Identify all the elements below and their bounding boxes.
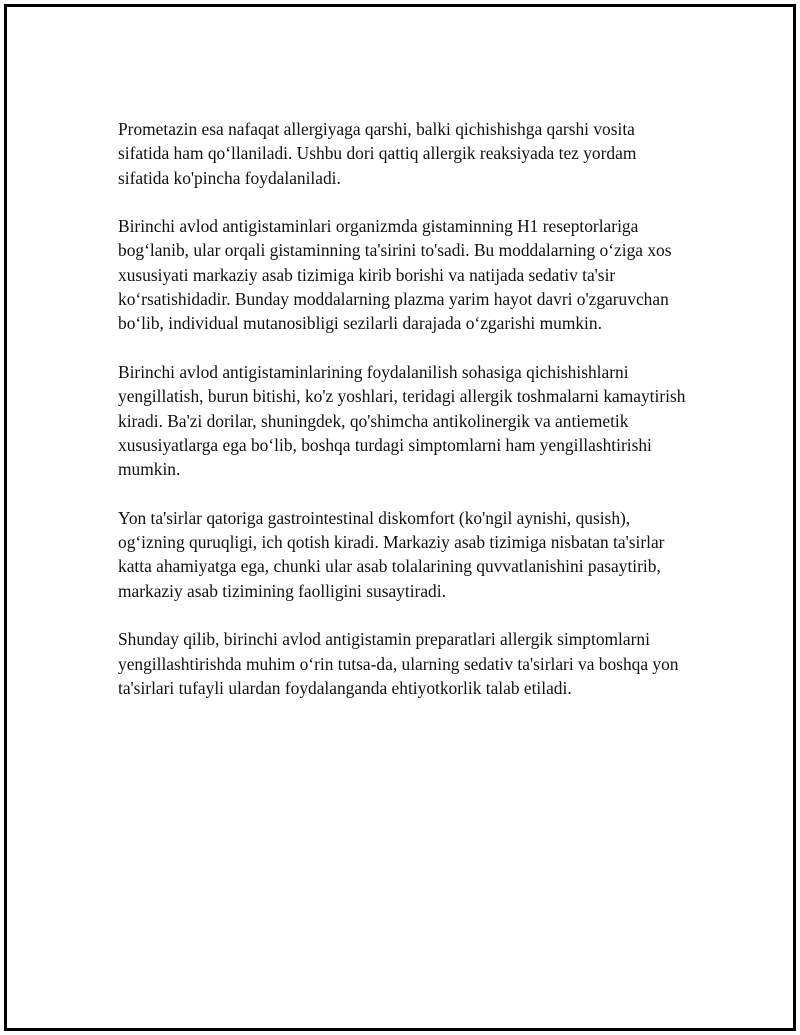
paragraph-1: Prometazin esa nafaqat allergiyaga qarshi, balki qichishishga qarshi vosita sifatida ham qo‘llaniladi. Ushbu dori qattiq allergik reaksiyada tez yordam sifatida ko'pincha foydalaniladi. xyxy=(118,119,637,188)
paragraph-4: Yon ta'sirlar qatoriga gastrointestinal diskomfort (ko'ngil aynishi, qusish), og‘izning quruqligi, ich qotish kiradi. Markaziy asab tizimiga nisbatan ta'sirlar katta ahamiyatga ega, chunki ular asab tolalarining quvvatlanishini pasaytirib, markaziy asab tizimining faolligini susaytiradi. xyxy=(118,507,665,601)
document-body xyxy=(118,117,688,724)
paragraph-2: Birinchi avlod antigistaminlari organizmda gistaminning H1 reseptorlariga bog‘lanib, ular orqali gistaminning ta'sirini to'sadi. Bu moddalarning o‘ziga xos xususiyati markaziy asab tizimiga kirib borishi va natijada sedativ ta'sir ko‘rsatishidadir. Bunday moddalarning plazma yarim hayot davri o'zgaruvchan bo‘lib, individual mutanosibligi sezilarli darajada o‘zgarishi mumkin. xyxy=(118,216,672,334)
paragraph-5: Shunday qilib, birinchi avlod antigistamin preparatlari allergik simptomlarni yengillashtirishda muhim o‘rin tutsa-da, ularning sedativ ta'sirlari va boshqa yon ta'sirlari tufayli ulardan foydalanganda ehtiyotkorlik talab etiladi. xyxy=(118,629,679,698)
paragraph-3: Birinchi avlod antigistaminlarining foydalanilish sohasiga qichishishlarni yengillatish, burun bitishi, ko'z yoshlari, teridagi allergik toshmalarni kamaytirish kiradi. Ba'zi dorilar, shuningdek, qo'shimcha antikolinergik va antiemetik xususiyatlarga ega bo‘lib, boshqa turdagi simptomlarni ham yengillashtirishi mumkin. xyxy=(118,361,686,480)
